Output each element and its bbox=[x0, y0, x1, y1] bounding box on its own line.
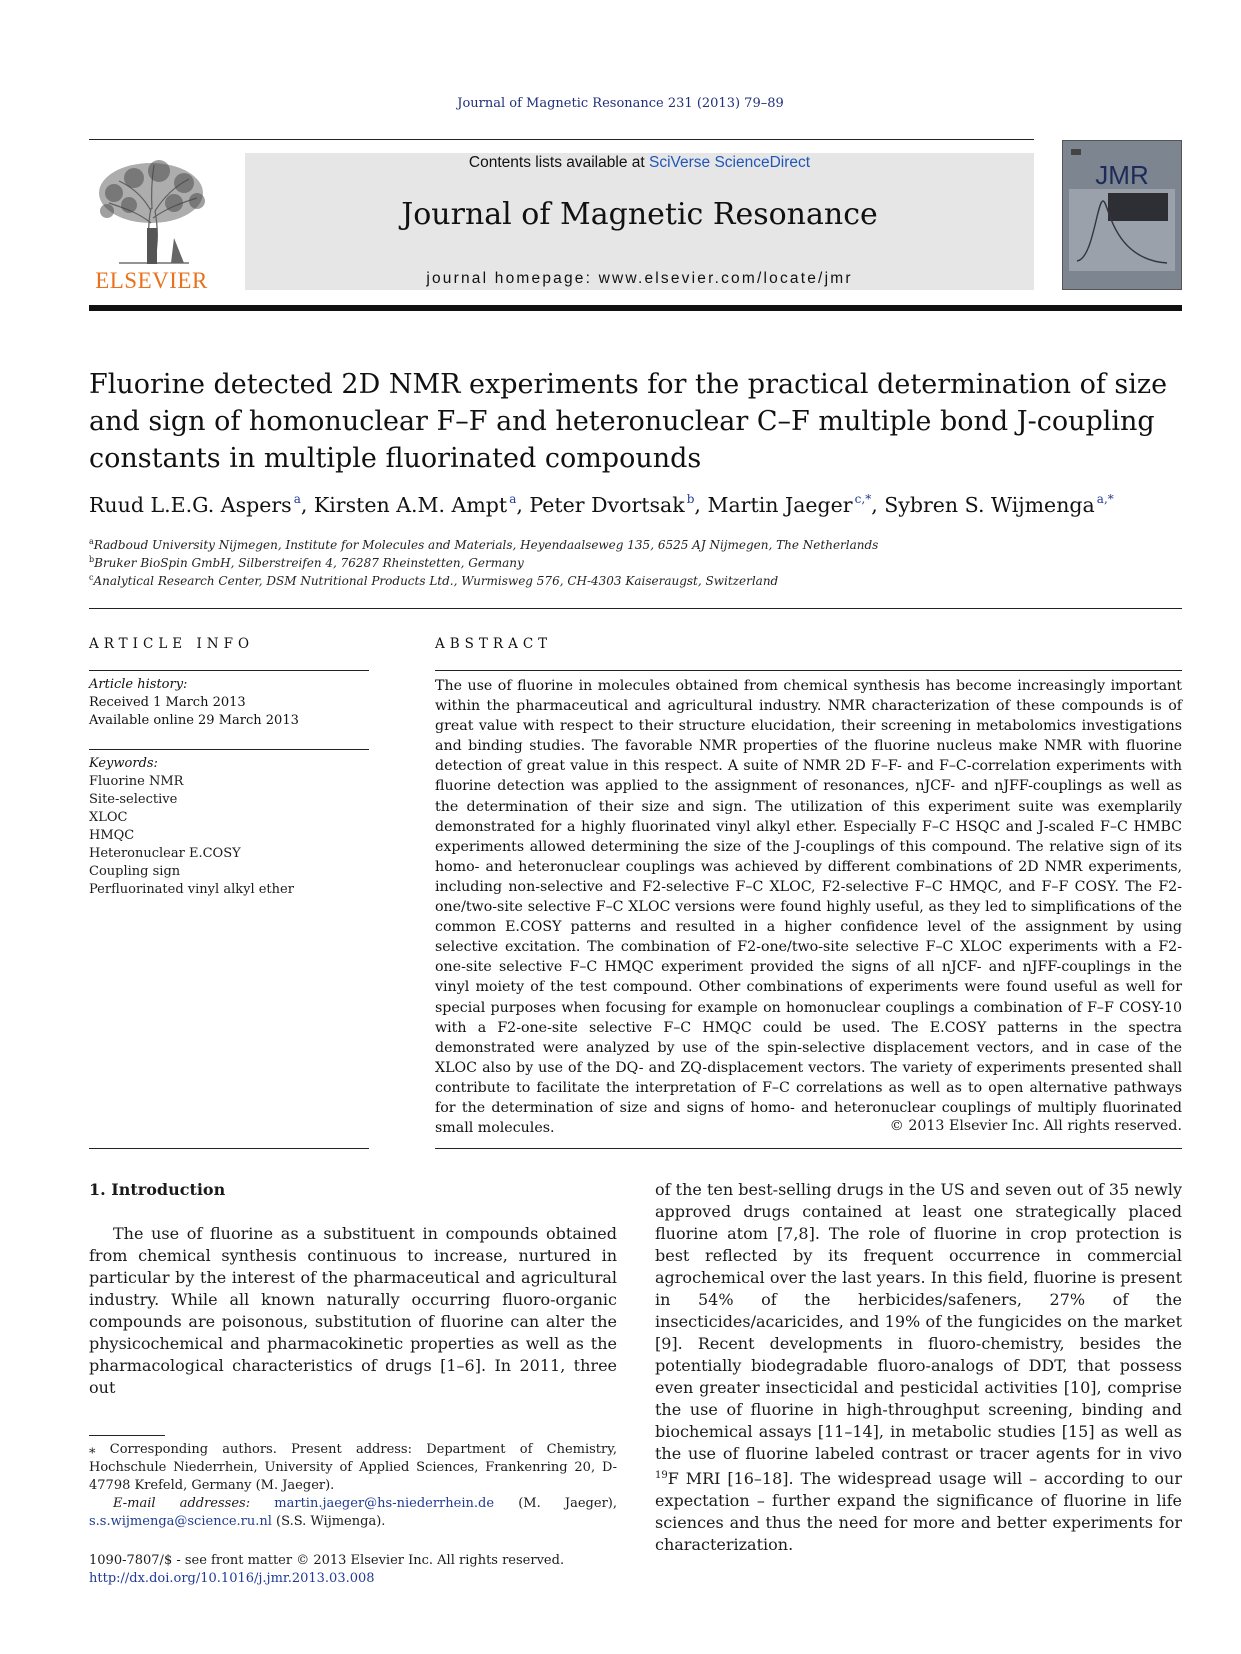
abstract-rule bbox=[435, 670, 1182, 671]
keyword-list bbox=[89, 773, 369, 899]
keyword-item: XLOC bbox=[89, 810, 128, 825]
author-affil-mark[interactable]: b bbox=[686, 492, 695, 506]
email-link-jaeger[interactable]: martin.jaeger@hs-niederrhein.de bbox=[274, 1496, 495, 1511]
article-title: Fluorine detected 2D NMR experiments for the practical determination of size and sign of homonuclear F–F and heteronuclear C–F multiple bond J-coupling constants in multiple fluorinated compounds bbox=[89, 369, 1168, 474]
journal-name: Journal of Magnetic Resonance bbox=[401, 197, 878, 232]
cover-title: JMR bbox=[1095, 160, 1149, 190]
masthead-rule bbox=[89, 305, 1182, 311]
keyword-item: Fluorine NMR bbox=[89, 774, 184, 789]
email-owner: (S.S. Wijmenga). bbox=[271, 1514, 386, 1529]
issn-line: 1090-7807/$ - see front matter © 2013 Elsevier Inc. All rights reserved. bbox=[89, 1553, 565, 1568]
intro-text: of the ten best-selling drugs in the US and seven out of 35 newly approved drugs contained at least one strategically placed fluorine atom [7,8]. The role of fluorine in crop protection is best reflected by its frequent occurrence in commercial agrochemical over the last years. In this field, fluorine is present in 54% of the herbicides/safeners, 27% of the insecticides/acaricides, and 19% of the fungicides on the market [9]. Recent developments in fluoro-chemistry, besides the potentially biodegradable fluoro-analogs of DDT, that possess even greater insecticidal and pesticidal activities [10], comprise the use of fluorine in high-throughput screening, binding and biochemical assays [11–14], in metabolic studies [15] as well as the use of fluorine labeled contrast or tracer agents for in vivo bbox=[655, 1180, 1182, 1463]
header-rule bbox=[89, 139, 1034, 140]
author-name: Martin Jaeger bbox=[707, 493, 853, 517]
received-date: Received 1 March 2013 bbox=[89, 695, 246, 710]
abstract-heading: ABSTRACT bbox=[435, 636, 553, 652]
affiliation-key: c bbox=[89, 573, 94, 582]
introduction-heading: 1. Introduction bbox=[89, 1180, 226, 1199]
affiliation-key: a bbox=[89, 537, 94, 546]
affiliation-c bbox=[89, 573, 778, 588]
history-label: Article history: bbox=[89, 677, 188, 692]
journal-reference[interactable]: Journal of Magnetic Resonance 231 (2013) 79–89 bbox=[457, 96, 784, 111]
abstract-copyright: © 2013 Elsevier Inc. All rights reserved. bbox=[889, 1118, 1182, 1134]
intro-text: F MRI [16–18]. The widespread usage will – according to our expectation – further expand the significance of fluorine in life sciences and thus the need for more and better experiments for characterization. bbox=[655, 1469, 1182, 1554]
author-list: Ruud L.E.G. Aspers $^a$, Kirsten A.M. Ampt $^a$, Peter Dvortsak $^b$, Martin Jaeger $^{c,*}$, Sybren S. Wijmenga $^{a,*}$ bbox=[89, 492, 1114, 517]
info-rule bbox=[89, 1148, 369, 1149]
keyword-item: Perfluorinated vinyl alkyl ether bbox=[89, 882, 294, 897]
article-info-heading: ARTICLE INFO bbox=[89, 636, 255, 652]
abstract-rule bbox=[435, 1148, 1182, 1149]
keyword-item: Site-selective bbox=[89, 792, 178, 807]
keyword-item: HMQC bbox=[89, 828, 135, 843]
author-name: Kirsten A.M. Ampt bbox=[313, 493, 508, 517]
author-affil-mark[interactable]: a bbox=[293, 492, 301, 506]
corresponding-author-note: ⁎ Corresponding authors. Present address: Department of Chemistry, Hochschule Niederrhein, University of Applied Sciences, Frankenring 20, D-47798 Krefeld, Germany (M. Jaeger). bbox=[89, 1442, 617, 1493]
author-affil-mark[interactable]: c,* bbox=[854, 492, 872, 506]
affiliation-text: Radboud University Nijmegen, Institute for Molecules and Materials, Heyendaalseweg 135, 6525 AJ Nijmegen, The Netherlands bbox=[93, 538, 879, 552]
affiliation-key: b bbox=[89, 555, 95, 564]
affiliation-a bbox=[89, 537, 878, 552]
email-link-wijmenga[interactable]: s.s.wijmenga@science.ru.nl bbox=[89, 1514, 272, 1529]
contents-prefix: Contents lists available at bbox=[468, 154, 649, 171]
author-affil-mark[interactable]: a,* bbox=[1096, 492, 1114, 506]
isotope-mark: 19 bbox=[655, 1470, 668, 1481]
keyword-item: Heteronuclear E.COSY bbox=[89, 846, 241, 861]
contents-line bbox=[245, 154, 1034, 172]
introduction-paragraph: The use of fluorine as a substituent in compounds obtained from chemical synthesis continuous to increase, nurtured in particular by the interest of the pharmaceutical and agricultural industry. While all known naturally occurring fluoro-organic compounds are poisonous, substitution of fluorine can alter the physicochemical and pharmacokinetic properties as well as the pharmacological characteristics of drugs [1–6]. In 2011, three out bbox=[89, 1224, 617, 1397]
publisher-wordmark: ELSEVIER bbox=[95, 268, 208, 293]
email-addresses bbox=[89, 1495, 617, 1531]
email-owner: (M. Jaeger), bbox=[494, 1496, 617, 1511]
email-label: E-mail addresses: bbox=[113, 1496, 275, 1511]
author-name: Sybren S. Wijmenga bbox=[884, 493, 1095, 517]
affiliation-b bbox=[89, 555, 524, 570]
journal-homepage-link[interactable]: journal homepage: www.elsevier.com/locate/jmr bbox=[426, 270, 853, 287]
keywords-label: Keywords: bbox=[89, 756, 158, 771]
section-rule bbox=[89, 608, 1182, 609]
abstract-body: The use of fluorine in molecules obtained from chemical synthesis has become increasingly important within the pharmaceutical and agricultural industry. NMR characterization of these compounds is of great value with respect to their structure elucidation, their screening in metabolomics investigations and binding studies. The favorable NMR properties of the fluorine nucleus make NMR with fluorine detection of great value in this respect. A suite of NMR 2D F–F- and F–C-correlation experiments with fluorine detection was applied to the assignment of resonances, nJCF- and nJFF-couplings as well as the determination of their size and sign. The utilization of this experiment suite was exemplarily demonstrated for a highly fluorinated vinyl alkyl ether. Especially F–C HSQC and J-scaled F–C HMBC experiments allowed determining the size of the J-couplings of this compound. The relative sign of its homo- and heteronuclear couplings was achieved by different combinations of 2D NMR experiments, including non-selective and F2-selective F–C XLOC, F2-selective F–C HMQC, and F–F COSY. The F2-one/two-site selective F–C XLOC versions were found highly useful, as they led to simplifications of the common E.COSY patterns and resulted in a higher confidence level of the assignment by using selective excitation. The combination of F2-one/two-site selective F–C XLOC experiments with a F2-one-site selective F–C HMQC experiment provided the signs of all nJCF- and nJFF-couplings in the vinyl moiety of the test compound. Other combinations of experiments were found useful as well for special purposes when focusing for example on homonuclear couplings a combination of F–F COSY-10 with a F2-one-site selective F–C HMQC could be used. The E.COSY patterns in the spectra demonstrated were analyzed by use of the spin-selective displacement vectors, and in case of the XLOC also by use of the DQ- and ZQ-displacement vectors. The variety of experiments presented shall contribute to facilitate the interpretation of F–C correlations as well as to open alternative pathways for the determination of size and signs of homo- and heteronuclear couplings of multiply fluorinated small molecules. bbox=[435, 678, 1182, 1137]
author-affil-mark[interactable]: a bbox=[509, 492, 517, 506]
online-date: Available online 29 March 2013 bbox=[89, 713, 299, 728]
keyword-item: Coupling sign bbox=[89, 864, 181, 879]
doi-link[interactable]: http://dx.doi.org/10.1016/j.jmr.2013.03.008 bbox=[89, 1571, 375, 1586]
info-rule bbox=[89, 749, 369, 750]
affiliation-text: Analytical Research Center, DSM Nutritional Products Ltd., Wurmisweg 576, CH-4303 Kaiseraugst, Switzerland bbox=[93, 574, 779, 588]
introduction-paragraph-continued bbox=[655, 1179, 1182, 1556]
author-name: Ruud L.E.G. Aspers bbox=[89, 493, 292, 517]
footnote-rule bbox=[89, 1435, 165, 1436]
author-name: Peter Dvortsak bbox=[529, 493, 685, 517]
info-rule bbox=[89, 670, 369, 671]
affiliation-text: Bruker BioSpin GmbH, Silberstreifen 4, 76287 Rheinstetten, Germany bbox=[94, 556, 524, 570]
sciencedirect-link[interactable]: SciVerse ScienceDirect bbox=[648, 154, 811, 171]
